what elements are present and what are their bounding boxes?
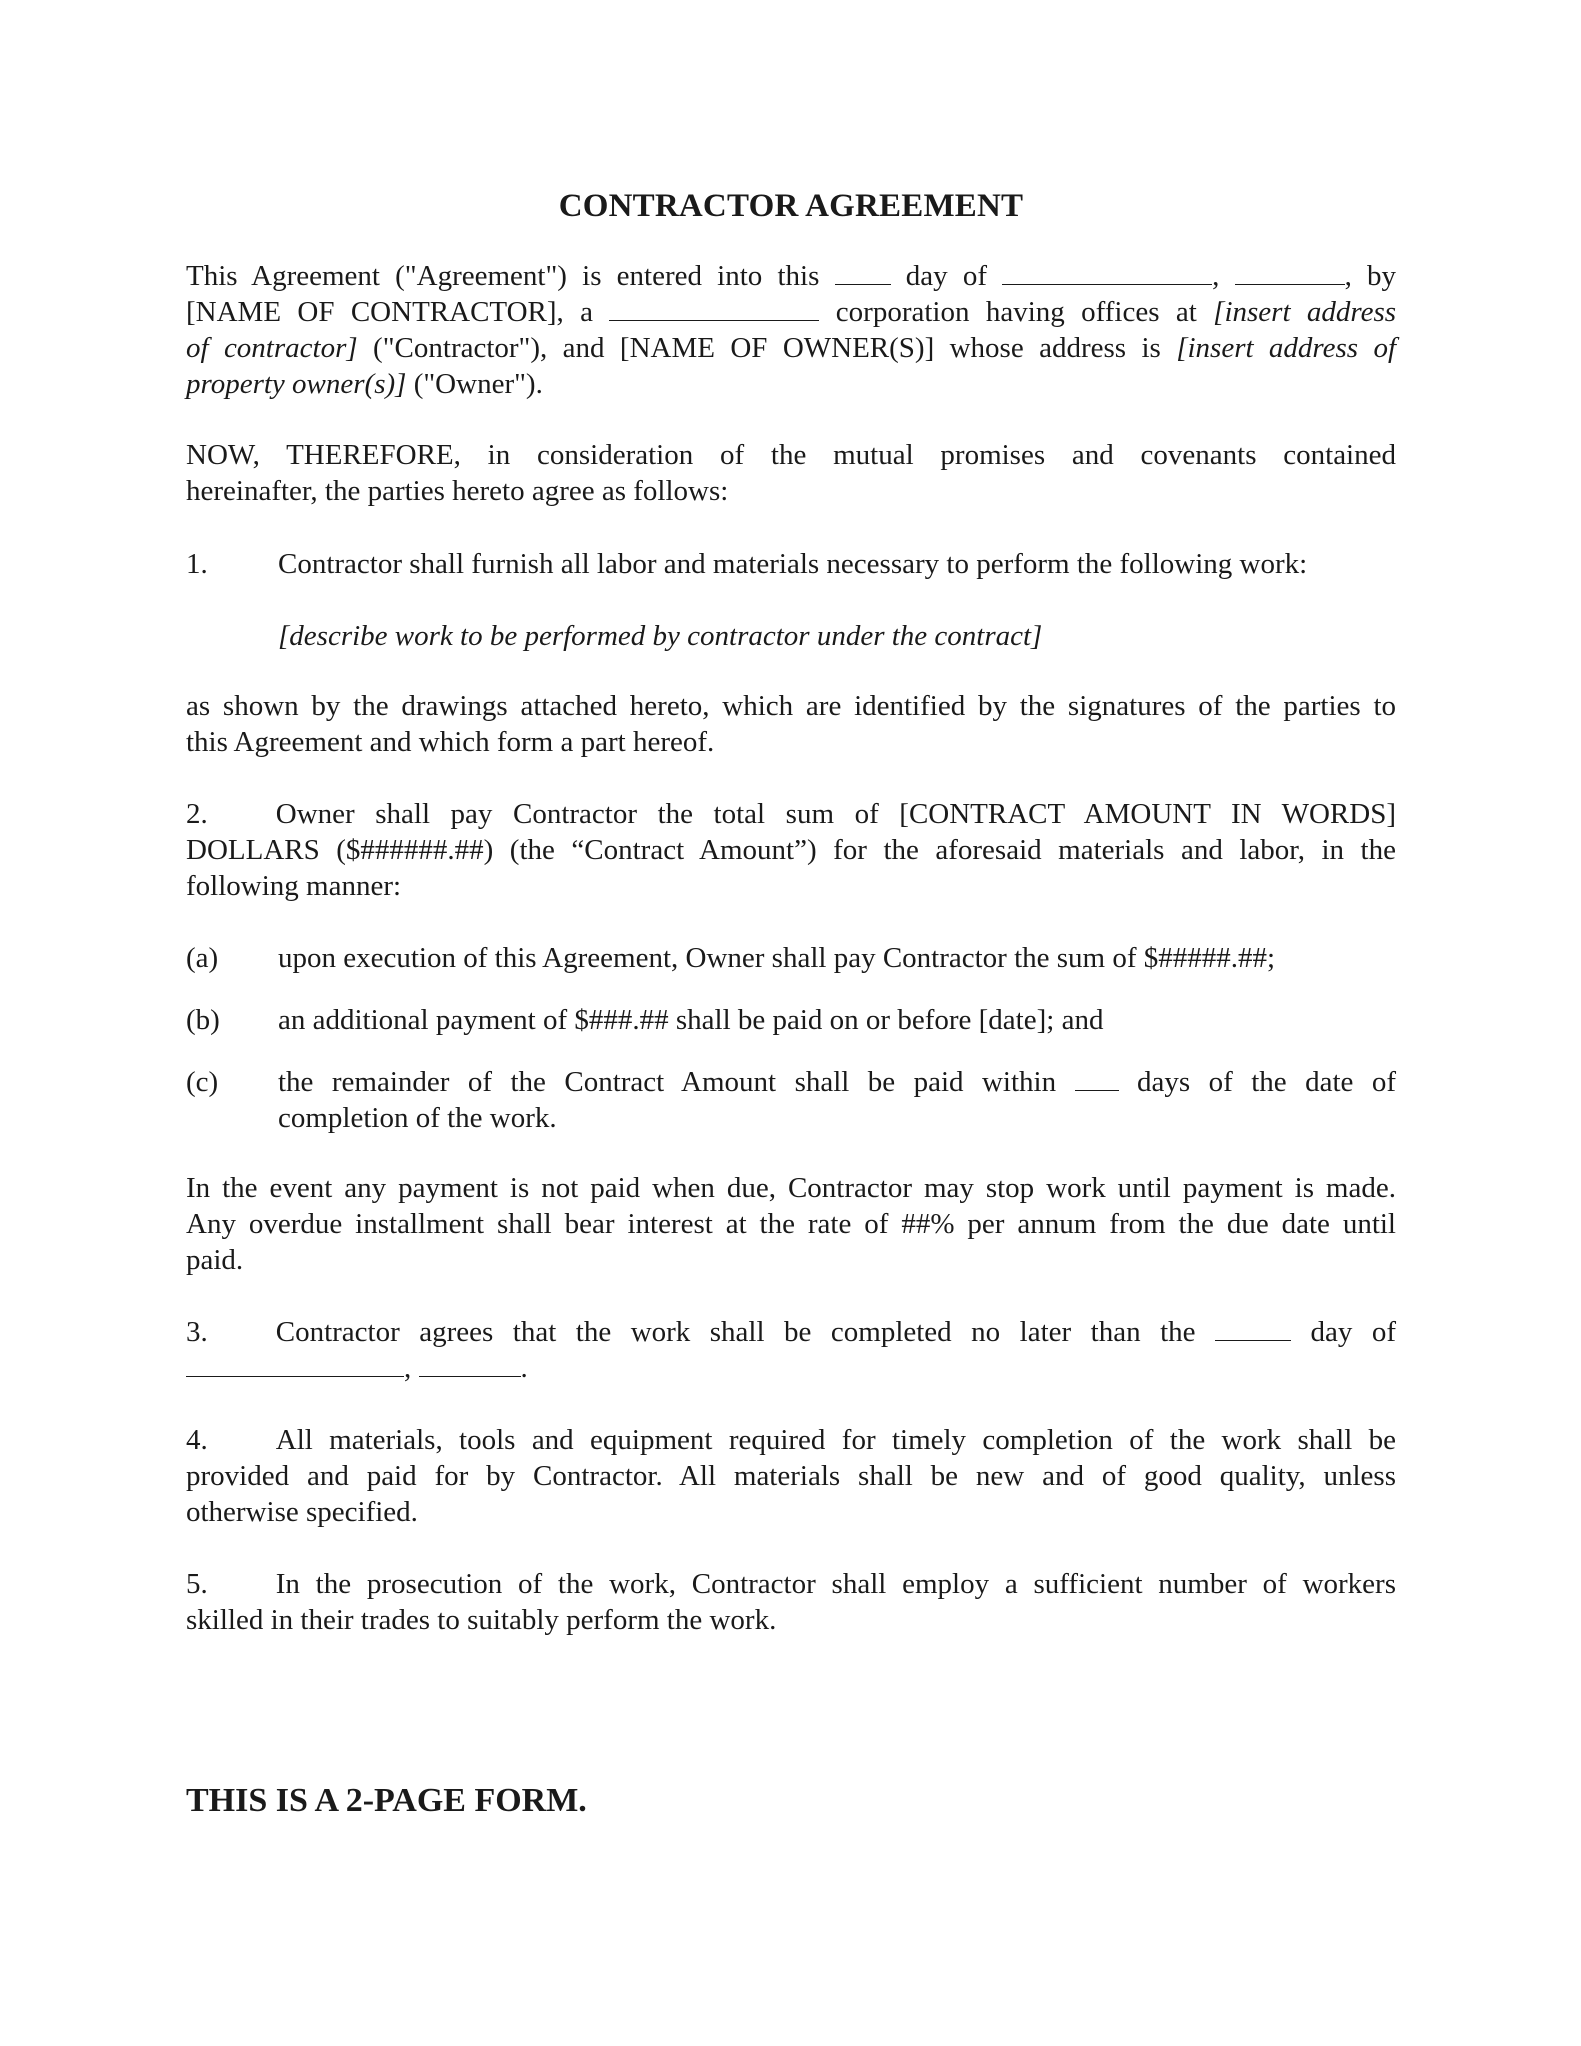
intro-paragraph xyxy=(186,258,1396,402)
clause-2: 2. Owner shall pay Contractor the total sum of [CONTRACT AMOUNT IN WORDS] DOLLARS ($######.##) (the “Contract Amount”) for the aforesaid materials and labor, in the following manner: xyxy=(186,798,1396,902)
late-payment-paragraph: In the event any payment is not paid when due, Contractor may stop work until payment is made. Any overdue installment shall bear interest at the rate of ##% per annum from the due date until paid. xyxy=(186,1172,1396,1276)
day-blank xyxy=(835,258,891,285)
corporation-type-blank xyxy=(609,294,819,321)
page-count-notice: THIS IS A 2-PAGE FORM. xyxy=(186,1782,587,1819)
clause-5: 5. In the prosecution of the work, Contractor shall employ a sufficient number of workers skilled in their trades to suitably perform the work. xyxy=(186,1568,1396,1636)
clause-4: 4. All materials, tools and equipment required for timely completion of the work shall be provided and paid for by Contractor. All materials shall be new and of good quality, unless otherwise specified. xyxy=(186,1424,1396,1528)
clause-1-placeholder: [describe work to be performed by contractor under the contract] xyxy=(278,620,1043,652)
intro-line-1: This Agreement ("Agreement") is entered into this day of , , by xyxy=(186,260,1397,292)
clause-1-continuation: as shown by the drawings attached hereto, which are identified by the signatures of the parties to this Agreement and which form a part hereof. xyxy=(186,690,1396,758)
completion-month-blank xyxy=(186,1350,404,1377)
year-blank xyxy=(1235,258,1345,285)
clause-number: 5. xyxy=(186,1568,208,1600)
document-title: CONTRACTOR AGREEMENT xyxy=(558,188,1024,224)
intro-line-3: of contractor] ("Contractor"), and [NAME OF OWNER(S)] whose address is [insert address of xyxy=(186,332,1397,364)
intro-line-4: property owner(s)] ("Owner"). xyxy=(186,368,543,400)
now-therefore-paragraph: NOW, THEREFORE, in consideration of the mutual promises and covenants contained hereinafter, the parties hereto agree as follows: xyxy=(186,439,1396,507)
intro-line-2: [NAME OF CONTRACTOR], a corporation having offices at [insert address xyxy=(186,296,1397,328)
payment-item-a: (a) upon execution of this Agreement, Owner shall pay Contractor the sum of $#####.##; xyxy=(186,942,1276,974)
completion-day-blank xyxy=(1215,1314,1291,1341)
clause-number: 2. xyxy=(186,798,208,830)
clause-3: 3. Contractor agrees that the work shall be completed no later than the day of , . xyxy=(186,1316,1397,1384)
clause-1: 1. Contractor shall furnish all labor and materials necessary to perform the following work: xyxy=(186,548,1308,580)
payment-item-b: (b) an additional payment of $###.## shall be paid on or before [date]; and xyxy=(186,1004,1104,1036)
month-blank xyxy=(1002,258,1212,285)
clause-number: 3. xyxy=(186,1316,208,1348)
payment-item-c: (c) the remainder of the Contract Amount shall be paid within days of the date of completion of the work. xyxy=(186,1066,1397,1134)
completion-year-blank xyxy=(419,1350,521,1377)
clause-number: 4. xyxy=(186,1424,208,1456)
document-page xyxy=(186,0,1396,2046)
clause-number: 1. xyxy=(186,548,208,580)
days-blank xyxy=(1075,1064,1119,1091)
